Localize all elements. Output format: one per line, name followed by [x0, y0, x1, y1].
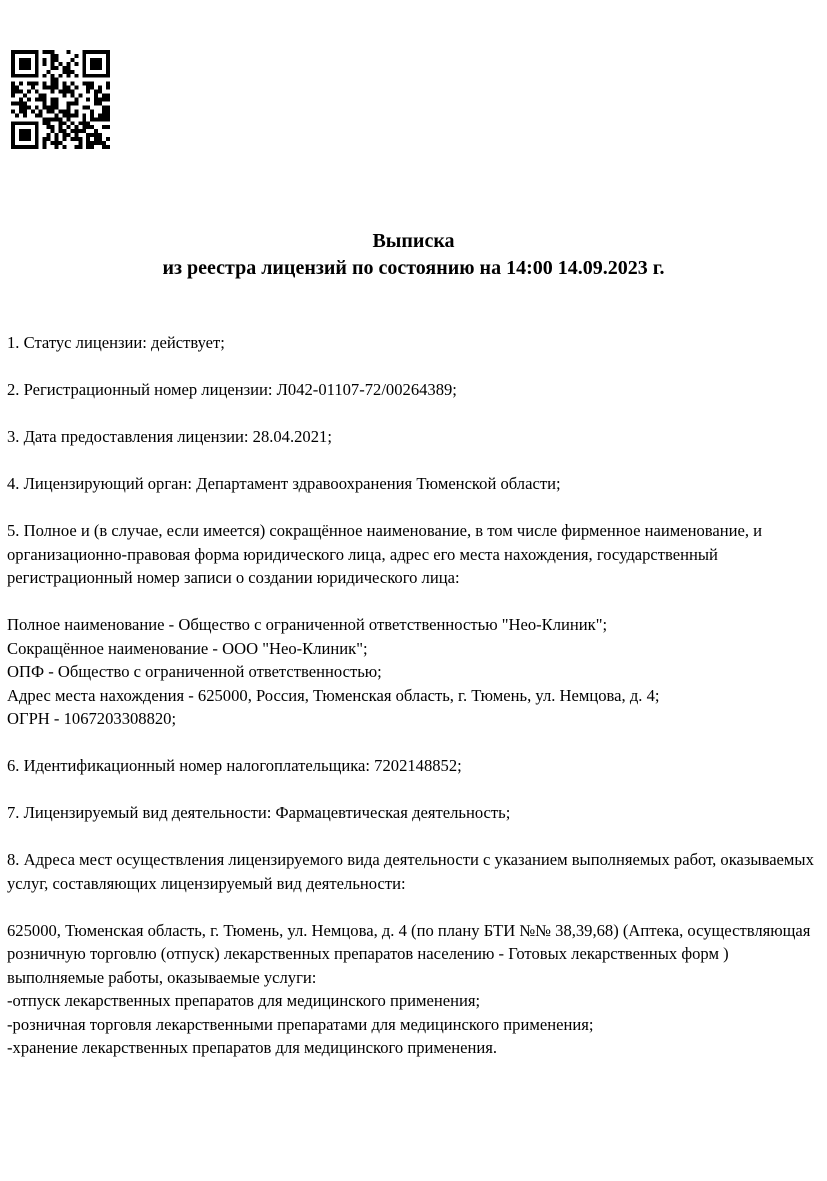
document-header [0, 228, 827, 282]
work-item: -хранение лекарственных препаратов для медицинского применения. [7, 1038, 498, 1057]
entity-full-name: Полное наименование - Общество с ограниченной ответственностью "Нео-Клиник"; [7, 615, 608, 634]
license-status: 1. Статус лицензии: действует; [7, 333, 225, 352]
license-reg-number: 2. Регистрационный номер лицензии: Л042-01107-72/00264389; [7, 380, 457, 399]
entity-ogrn: ОГРН - 1067203308820; [7, 709, 177, 728]
work-item: -розничная торговля лекарственными препаратами для медицинского применения; [7, 1014, 594, 1034]
entity-section-intro: 5. Полное и (в случае, если имеется) сокращённое наименование, в том числе фирменное наименование, и организационно-правовая форма юридического лица, адрес его места нахождения, государственный регистрационный номер записи о создании юридического лица: [7, 521, 767, 587]
place-address: 625000, Тюменская область, г. Тюмень, ул. Немцова, д. 4 (по плану БТИ №№ 38,39,68) (Аптека, осуществляющая розничную торговлю (отпуск) лекарственных препаратов населению - Готовых лекарственных форм ) [7, 920, 815, 963]
entity-address: Адрес места нахождения - 625000, Россия, Тюменская область, г. Тюмень, ул. Немцова, д. 4; [7, 685, 660, 705]
license-issue-date: 3. Дата предоставления лицензии: 28.04.2021; [7, 427, 332, 446]
works-heading: выполняемые работы, оказываемые услуги: [7, 967, 317, 987]
document-body [7, 331, 822, 1060]
work-item: -отпуск лекарственных препаратов для медицинского применения; [7, 991, 481, 1010]
qr-code-icon [11, 50, 110, 149]
entity-short-name: Сокращённое наименование - ООО "Нео-Клиник"; [7, 638, 368, 658]
document-title: Выписка [372, 230, 455, 252]
places-section-intro: 8. Адреса мест осуществления лицензируемого вида деятельности с указанием выполняемых работ, оказываемых услуг, составляющих лицензируемый вид деятельности: [7, 850, 819, 893]
licensing-authority: 4. Лицензирующий орган: Департамент здравоохранения Тюменской области; [7, 474, 561, 493]
entity-opf: ОПФ - Общество с ограниченной ответственностью; [7, 662, 382, 681]
taxpayer-id: 6. Идентификационный номер налогоплательщика: 7202148852; [7, 756, 462, 775]
document-subtitle: из реестра лицензий по состоянию на 14:00 14.09.2023 г. [162, 257, 665, 279]
licensed-activity: 7. Лицензируемый вид деятельности: Фармацевтическая деятельность; [7, 803, 511, 822]
